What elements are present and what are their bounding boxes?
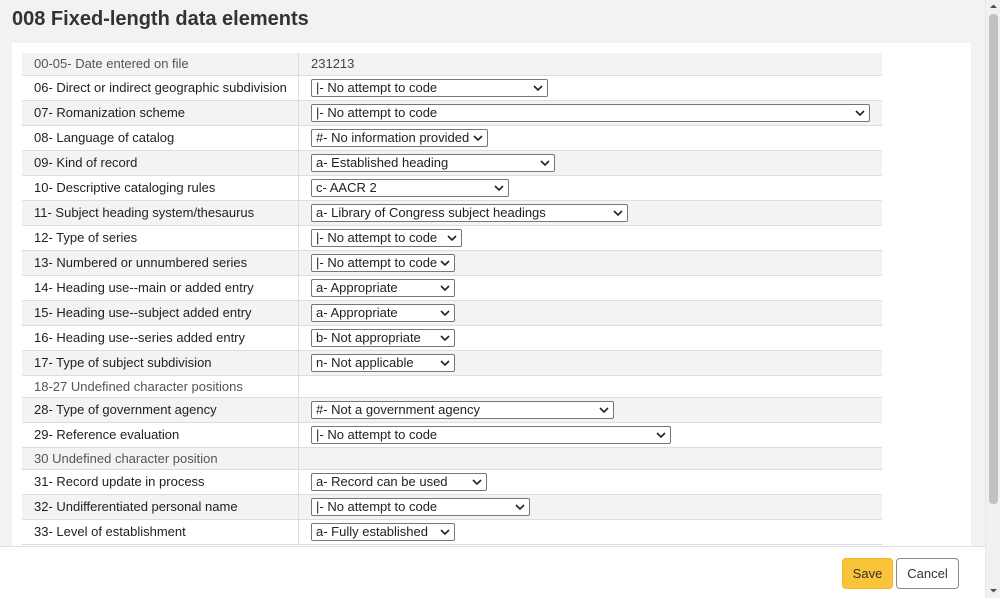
subject-heading-system-select[interactable] xyxy=(311,204,628,222)
select-value: a- Established heading xyxy=(316,154,449,170)
field-label: 28- Type of government agency xyxy=(22,397,299,422)
geographic-subdivision-select[interactable] xyxy=(311,79,548,97)
select-value: a- Record can be used xyxy=(316,473,448,489)
type-of-series-select[interactable] xyxy=(311,229,462,247)
level-of-establishment-select[interactable] xyxy=(311,523,455,541)
scroll-up-arrow-icon[interactable] xyxy=(989,2,998,11)
table-row xyxy=(22,225,882,250)
table-row xyxy=(22,422,882,447)
field-label: 12- Type of series xyxy=(22,225,299,250)
field-label: 08- Language of catalog xyxy=(22,125,299,150)
select-value: |- No attempt to code xyxy=(316,426,438,442)
field-label: 29- Reference evaluation xyxy=(22,422,299,447)
select-value: a- Appropriate xyxy=(316,279,398,295)
table-row xyxy=(22,175,882,200)
table-row xyxy=(22,53,882,75)
cancel-button[interactable]: Cancel xyxy=(896,558,959,589)
table-row xyxy=(22,250,882,275)
language-of-catalog-select[interactable] xyxy=(311,129,488,147)
table-row xyxy=(22,325,882,350)
table-row xyxy=(22,469,882,494)
field-label: 09- Kind of record xyxy=(22,150,299,175)
chevron-down-icon xyxy=(854,106,866,120)
field-value-cell xyxy=(299,200,883,225)
chevron-down-icon xyxy=(439,256,451,270)
chevron-down-icon xyxy=(612,206,624,220)
select-value: |- No attempt to code xyxy=(316,254,438,270)
field-label: 17- Type of subject subdivision xyxy=(22,350,299,375)
chevron-down-icon xyxy=(439,331,451,345)
field-value-cell xyxy=(299,125,883,150)
chevron-down-icon xyxy=(493,181,505,195)
scroll-down-arrow-icon[interactable] xyxy=(989,586,998,595)
field-value-cell xyxy=(299,397,883,422)
field-label: 16- Heading use--series added entry xyxy=(22,325,299,350)
page-title: 008 Fixed-length data elements xyxy=(12,8,309,30)
undifferentiated-name-select[interactable] xyxy=(311,498,530,516)
table-row xyxy=(22,494,882,519)
government-agency-select[interactable] xyxy=(311,401,614,419)
field-label: 00-05- Date entered on file xyxy=(22,53,299,75)
field-value-cell xyxy=(299,494,883,519)
table-row xyxy=(22,447,882,469)
numbered-series-select[interactable] xyxy=(311,254,455,272)
table-row xyxy=(22,125,882,150)
field-value-cell xyxy=(299,225,883,250)
table-row xyxy=(22,300,882,325)
romanization-scheme-select[interactable] xyxy=(311,104,870,122)
vertical-scrollbar[interactable] xyxy=(985,0,1000,597)
heading-use-subject-select[interactable] xyxy=(311,304,455,322)
reference-evaluation-select[interactable] xyxy=(311,426,671,444)
select-value: n- Not applicable xyxy=(316,354,414,370)
select-value: |- No attempt to code xyxy=(316,498,438,514)
select-value: |- No attempt to code xyxy=(316,79,438,95)
chevron-down-icon xyxy=(655,428,667,442)
fields-table xyxy=(22,53,882,545)
kind-of-record-select[interactable] xyxy=(311,154,555,172)
field-label: 13- Numbered or unnumbered series xyxy=(22,250,299,275)
scrollbar-thumb[interactable] xyxy=(989,14,998,504)
chevron-down-icon xyxy=(532,81,544,95)
select-value: b- Not appropriate xyxy=(316,329,421,345)
chevron-down-icon xyxy=(439,306,451,320)
chevron-down-icon xyxy=(539,156,551,170)
field-label: 32- Undifferentiated personal name xyxy=(22,494,299,519)
field-label: 07- Romanization scheme xyxy=(22,100,299,125)
heading-use-series-select[interactable] xyxy=(311,329,455,347)
field-label: 18-27 Undefined character positions xyxy=(22,375,299,397)
chevron-down-icon xyxy=(598,403,610,417)
field-value-cell xyxy=(299,175,883,200)
field-label: 10- Descriptive cataloging rules xyxy=(22,175,299,200)
field-value-cell xyxy=(299,150,883,175)
chevron-down-icon xyxy=(439,281,451,295)
select-value: a- Fully established xyxy=(316,523,428,539)
field-value-cell xyxy=(299,100,883,125)
select-value: |- No attempt to code xyxy=(316,104,438,120)
chevron-down-icon xyxy=(472,131,484,145)
field-value-cell xyxy=(299,469,883,494)
table-row xyxy=(22,100,882,125)
table-row xyxy=(22,150,882,175)
table-row xyxy=(22,75,882,100)
date-entered-value: 231213 xyxy=(311,56,355,72)
table-row xyxy=(22,519,882,544)
table-row xyxy=(22,275,882,300)
field-label: 30 Undefined character position xyxy=(22,447,299,469)
save-button[interactable]: Save xyxy=(842,558,893,589)
select-value: #- No information provided xyxy=(316,129,470,145)
select-value: a- Appropriate xyxy=(316,304,398,320)
field-value-cell xyxy=(299,519,883,544)
table-row xyxy=(22,350,882,375)
field-value-cell xyxy=(299,275,883,300)
record-update-select[interactable] xyxy=(311,473,487,491)
select-value: a- Library of Congress subject headings xyxy=(316,204,546,220)
table-row xyxy=(22,375,882,397)
field-label: 11- Subject heading system/thesaurus xyxy=(22,200,299,225)
chevron-down-icon xyxy=(446,231,458,245)
field-label: 14- Heading use--main or added entry xyxy=(22,275,299,300)
cataloging-rules-select[interactable] xyxy=(311,179,509,197)
chevron-down-icon xyxy=(439,356,451,370)
field-label: 31- Record update in process xyxy=(22,469,299,494)
chevron-down-icon xyxy=(471,475,483,489)
chevron-down-icon xyxy=(514,500,526,514)
field-value-cell xyxy=(299,350,883,375)
field-value-cell xyxy=(299,325,883,350)
fields-panel xyxy=(12,43,971,546)
field-value-cell xyxy=(299,375,883,397)
chevron-down-icon xyxy=(439,525,451,539)
field-value-cell xyxy=(299,300,883,325)
field-label: 33- Level of establishment xyxy=(22,519,299,544)
table-row xyxy=(22,200,882,225)
select-value: #- Not a government agency xyxy=(316,401,481,417)
table-row xyxy=(22,397,882,422)
field-value-cell xyxy=(299,53,883,75)
field-value-cell xyxy=(299,250,883,275)
select-value: |- No attempt to code xyxy=(316,229,438,245)
field-value-cell xyxy=(299,422,883,447)
field-value-cell xyxy=(299,447,883,469)
field-value-cell xyxy=(299,75,883,100)
heading-use-main-select[interactable] xyxy=(311,279,455,297)
select-value: c- AACR 2 xyxy=(316,179,377,195)
subject-subdivision-select[interactable] xyxy=(311,354,455,372)
field-label: 06- Direct or indirect geographic subdivision xyxy=(22,75,299,100)
dialog-footer xyxy=(0,546,985,598)
field-label: 15- Heading use--subject added entry xyxy=(22,300,299,325)
